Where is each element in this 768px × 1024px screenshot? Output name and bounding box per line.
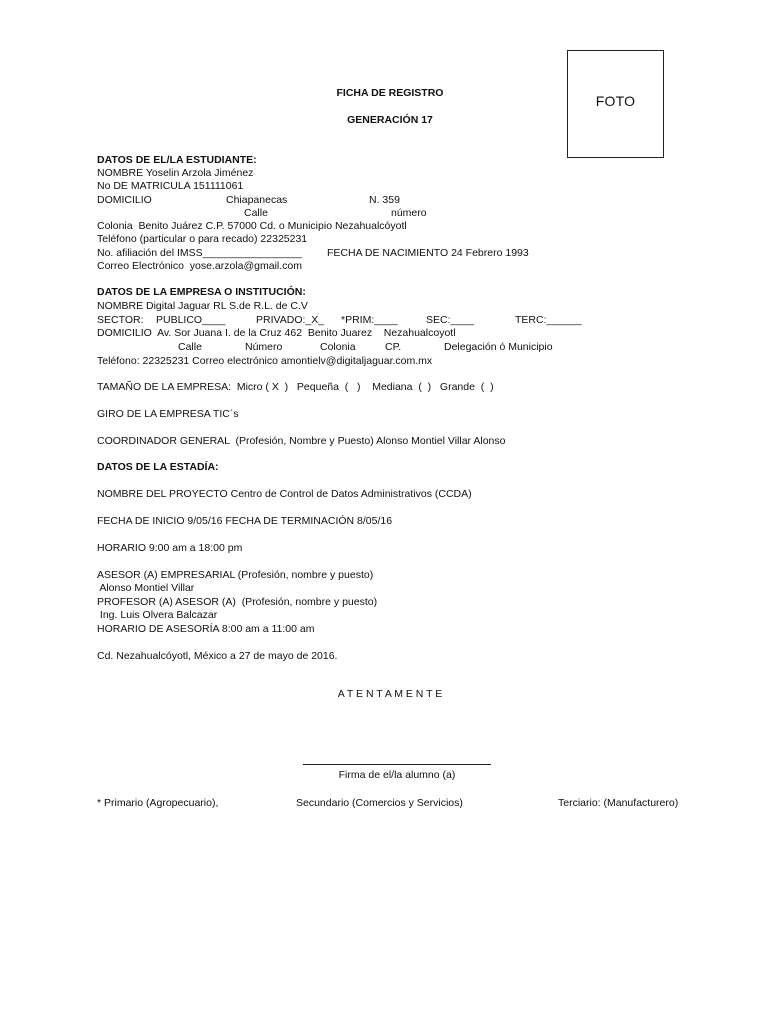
stay-schedule: HORARIO 9:00 am a 18:00 pm xyxy=(97,542,243,554)
photo-box-label: FOTO xyxy=(595,93,636,109)
student-name: NOMBRE Yoselin Arzola Jiménez xyxy=(97,167,254,179)
stay-business-advisor-label: ASESOR (A) EMPRESARIAL (Profesión, nombre y puesto) xyxy=(97,569,374,581)
company-sector-terc: TERC:______ xyxy=(515,314,582,326)
company-caption-delegacion: Delegación ó Municipio xyxy=(444,341,553,353)
place-and-date: Cd. Nezahualcóyotl, México a 27 de mayo de 2016. xyxy=(97,650,338,662)
company-name: NOMBRE Digital Jaguar RL S.de R.L. de C.V xyxy=(97,300,308,312)
signature-line xyxy=(303,764,491,765)
company-caption-colonia: Colonia xyxy=(320,341,356,353)
student-email: Correo Electrónico yose.arzola@gmail.com xyxy=(97,260,302,272)
footnote-terciario: Terciario: (Manufacturero) xyxy=(558,797,679,809)
company-sector-prim: *PRIM:____ xyxy=(341,314,398,326)
stay-advisory-schedule: HORARIO DE ASESORÍA 8:00 am a 11:00 am xyxy=(97,623,315,635)
company-coordinator: COORDINADOR GENERAL (Profesión, Nombre y Puesto) Alonso Montiel Villar Alonso xyxy=(97,435,506,447)
company-address: DOMICILIO Av. Sor Juana I. de la Cruz 462 Benito Juarez Nezahualcoyotl xyxy=(97,327,456,339)
photo-box xyxy=(567,50,664,158)
company-sector-publico: PUBLICO____ xyxy=(156,314,226,326)
company-caption-calle: Calle xyxy=(178,341,202,353)
student-street-caption: Calle xyxy=(244,207,268,219)
company-phone-email: Teléfono: 22325231 Correo electrónico amontielv@digitaljaguar.com.mx xyxy=(97,355,433,367)
student-matricula: No DE MATRICULA 151111061 xyxy=(97,180,244,192)
company-caption-numero: Número xyxy=(245,341,283,353)
form-title: FICHA DE REGISTRO xyxy=(336,87,444,99)
student-imss: No. afiliación del IMSS_________________ xyxy=(97,247,302,259)
student-street: Chiapanecas xyxy=(226,194,288,206)
student-domicilio-label: DOMICILIO xyxy=(97,194,152,206)
student-number: N. 359 xyxy=(369,194,400,206)
stay-professor-advisor-name: Ing. Luis Olvera Balcazar xyxy=(97,609,218,621)
signature-label: Firma de el/la alumno (a) xyxy=(338,769,456,781)
stay-business-advisor-name: Alonso Montiel Villar xyxy=(97,582,195,594)
stay-professor-advisor-label: PROFESOR (A) ASESOR (A) (Profesión, nombre y puesto) xyxy=(97,596,378,608)
company-sector-privado: PRIVADO:_X_ xyxy=(256,314,325,326)
company-caption-cp: CP. xyxy=(385,341,402,353)
atentamente: A T E N T A M E N T E xyxy=(337,688,443,700)
stay-dates: FECHA DE INICIO 9/05/16 FECHA DE TERMINACIÓN 8/05/16 xyxy=(97,515,393,527)
company-sector-sec: SEC:____ xyxy=(426,314,474,326)
student-birth-date: FECHA DE NACIMIENTO 24 Febrero 1993 xyxy=(327,247,529,259)
company-size: TAMAÑO DE LA EMPRESA: Micro ( X ) Pequeña ( ) Mediana ( ) Grande ( ) xyxy=(97,381,494,393)
generation-label: GENERACIÓN 17 xyxy=(347,114,433,126)
company-giro: GIRO DE LA EMPRESA TIC´s xyxy=(97,408,239,420)
company-section-heading: DATOS DE LA EMPRESA O INSTITUCIÓN: xyxy=(97,286,306,298)
student-number-caption: número xyxy=(391,207,427,219)
company-sector-label: SECTOR: xyxy=(97,314,144,326)
stay-section-heading: DATOS DE LA ESTADÍA: xyxy=(97,461,219,473)
stay-project: NOMBRE DEL PROYECTO Centro de Control de Datos Administrativos (CCDA) xyxy=(97,488,472,500)
student-section-heading: DATOS DE EL/LA ESTUDIANTE: xyxy=(97,154,257,166)
footnote-primario: * Primario (Agropecuario), xyxy=(97,797,219,809)
student-phone: Teléfono (particular o para recado) 22325231 xyxy=(97,233,308,245)
student-colonia: Colonia Benito Juárez C.P. 57000 Cd. o Municipio Nezahualcóyotl xyxy=(97,220,407,232)
footnote-secundario: Secundario (Comercios y Servicios) xyxy=(296,797,463,809)
